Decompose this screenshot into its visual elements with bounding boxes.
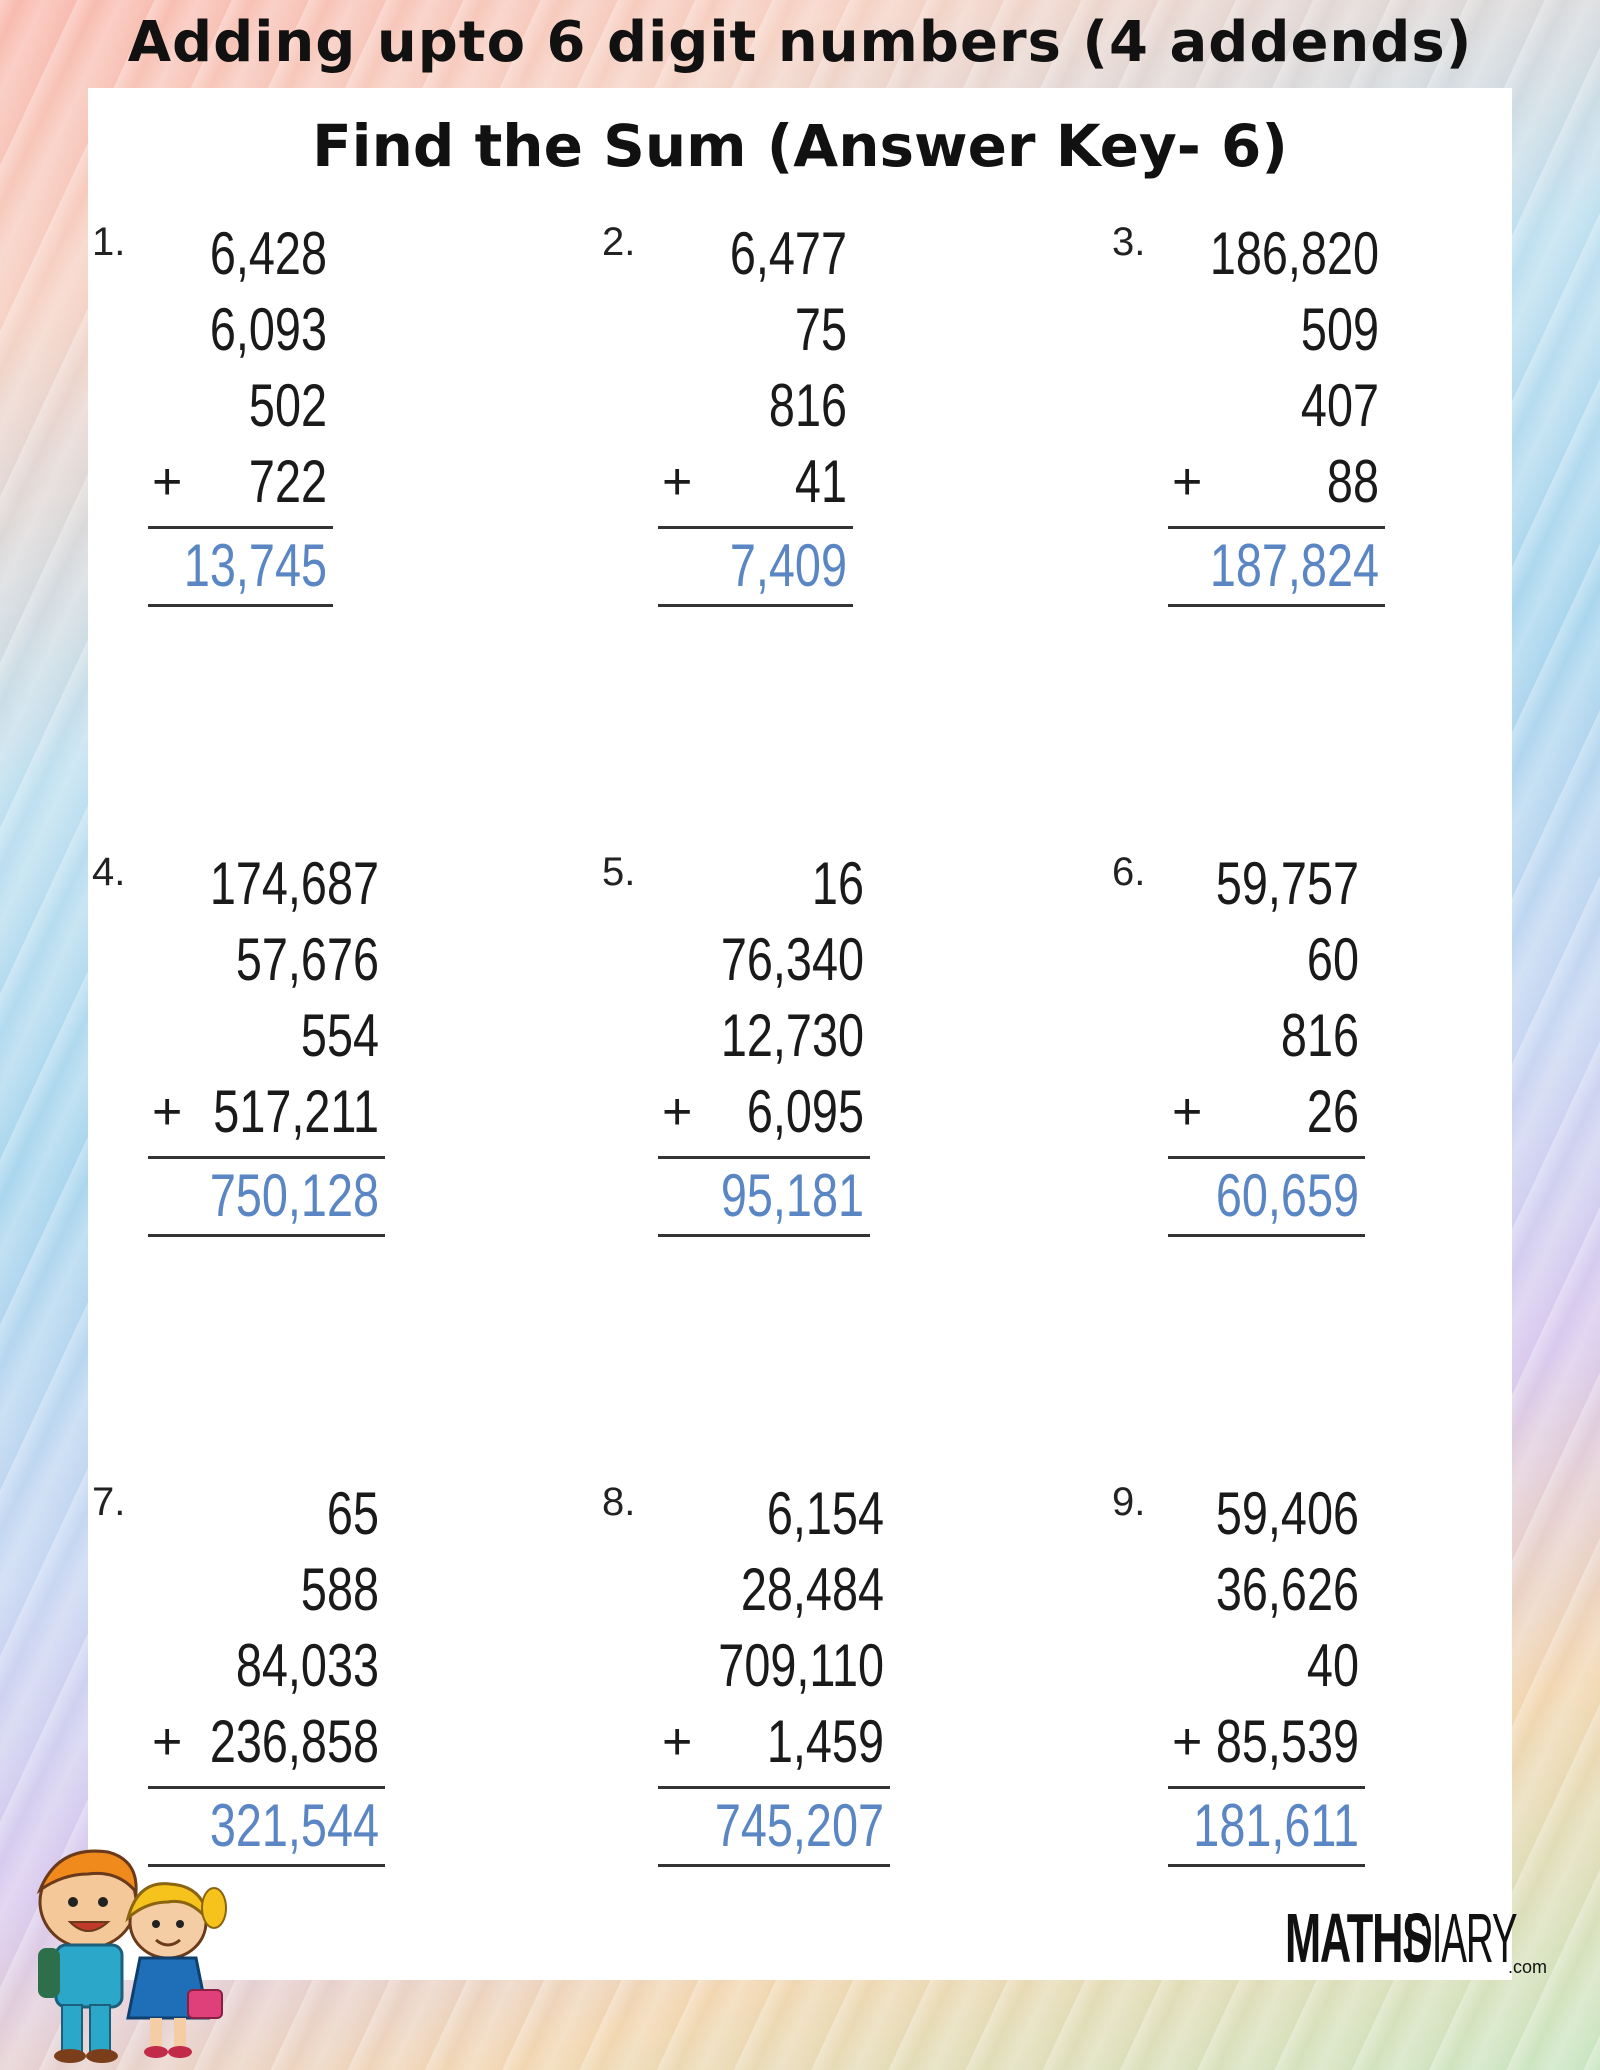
problem-number: 4. — [92, 850, 126, 894]
addend: 12,730 — [720, 1002, 864, 1069]
problem-4 — [92, 850, 392, 1250]
answer-sum: 13,745 — [183, 532, 327, 599]
plus-sign: + — [662, 453, 693, 511]
answer-underline — [148, 604, 333, 607]
addend: 84,033 — [235, 1632, 379, 1699]
addend: 88 — [1326, 448, 1379, 515]
addend: 236,858 — [209, 1708, 379, 1775]
addend: 26 — [1306, 1078, 1359, 1145]
addend: 816 — [1280, 1002, 1359, 1069]
problem-5 — [602, 850, 902, 1250]
addend: 60 — [1306, 926, 1359, 993]
addend: 59,406 — [1215, 1480, 1359, 1547]
plus-sign: + — [662, 1083, 693, 1141]
addend: 6,154 — [766, 1480, 884, 1547]
addend: 57,676 — [235, 926, 379, 993]
problem-number: 7. — [92, 1480, 126, 1524]
addend: 41 — [794, 448, 847, 515]
answer-sum: 7,409 — [729, 532, 847, 599]
addend: 76,340 — [720, 926, 864, 993]
answer-underline — [658, 1234, 870, 1237]
worksheet-subtitle: Find the Sum (Answer Key- 6) — [312, 112, 1288, 180]
addend: 816 — [768, 372, 847, 439]
answer-sum: 181,611 — [1193, 1792, 1359, 1859]
kids-illustration — [18, 1840, 238, 2065]
answer-underline — [658, 604, 853, 607]
addend: 16 — [811, 850, 864, 917]
addend: 502 — [248, 372, 327, 439]
plus-sign: + — [152, 453, 183, 511]
addend: 517,211 — [213, 1078, 379, 1145]
plus-sign: + — [1172, 1713, 1203, 1771]
problem-number: 8. — [602, 1480, 636, 1524]
plus-sign: + — [152, 1713, 183, 1771]
problem-1 — [92, 220, 392, 620]
addend: 6,093 — [209, 296, 327, 363]
problem-7 — [92, 1480, 392, 1880]
answer-underline — [1168, 1234, 1365, 1237]
answer-sum: 321,544 — [209, 1792, 379, 1859]
addend: 75 — [794, 296, 847, 363]
addend: 186,820 — [1209, 220, 1379, 287]
mathsdiary-logo: MATHS DIARY .com — [1285, 1899, 1548, 1977]
addend: 407 — [1300, 372, 1379, 439]
addend: 6,095 — [746, 1078, 864, 1145]
answer-underline — [658, 1864, 890, 1867]
answer-sum: 187,824 — [1209, 532, 1379, 599]
answer-underline — [1168, 1864, 1365, 1867]
answer-underline — [1168, 604, 1385, 607]
problem-number: 1. — [92, 220, 126, 264]
problem-number: 5. — [602, 850, 636, 894]
plus-sign: + — [1172, 1083, 1203, 1141]
addend: 6,428 — [209, 220, 327, 287]
answer-underline — [148, 1234, 385, 1237]
answer-sum: 750,128 — [209, 1162, 379, 1229]
addend: 722 — [248, 448, 327, 515]
problem-2 — [602, 220, 902, 620]
addend: 85,539 — [1215, 1708, 1359, 1775]
addend: 6,477 — [729, 220, 847, 287]
addend: 709,110 — [718, 1632, 884, 1699]
addend: 36,626 — [1215, 1556, 1359, 1623]
problem-number: 9. — [1112, 1480, 1146, 1524]
addend: 174,687 — [209, 850, 379, 917]
plus-sign: + — [152, 1083, 183, 1141]
answer-sum: 95,181 — [720, 1162, 864, 1229]
problem-number: 3. — [1112, 220, 1146, 264]
worksheet-title: Adding upto 6 digit numbers (4 addends) — [127, 10, 1473, 75]
addend: 40 — [1306, 1632, 1359, 1699]
addend: 588 — [300, 1556, 379, 1623]
addend: 59,757 — [1215, 850, 1359, 917]
problem-9 — [1112, 1480, 1412, 1880]
problem-8 — [602, 1480, 902, 1880]
addend: 65 — [326, 1480, 379, 1547]
addend: 554 — [300, 1002, 379, 1069]
addend: 28,484 — [740, 1556, 884, 1623]
problem-number: 2. — [602, 220, 636, 264]
answer-sum: 745,207 — [714, 1792, 884, 1859]
problem-number: 6. — [1112, 850, 1146, 894]
addend: 509 — [1300, 296, 1379, 363]
problem-6 — [1112, 850, 1412, 1250]
plus-sign: + — [662, 1713, 693, 1771]
answer-sum: 60,659 — [1215, 1162, 1359, 1229]
plus-sign: + — [1172, 453, 1203, 511]
addend: 1,459 — [766, 1708, 884, 1775]
problem-3 — [1112, 220, 1412, 620]
